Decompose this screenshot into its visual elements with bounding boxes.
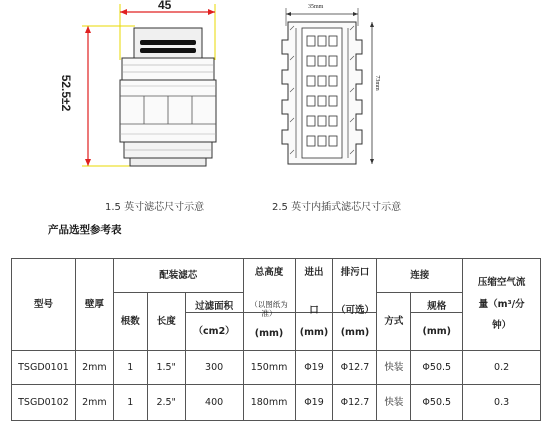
table-header-row-1 [12,259,541,293]
header-inlet-title: 进出 [304,267,324,278]
filter-diagram-2 [262,0,392,172]
cell-height: 150mm [243,351,295,385]
cell-wall: 2mm [75,385,113,421]
header-drain-unit: (mm) [340,326,370,338]
header-count: 根数 [113,293,147,351]
cell-length: 2.5" [147,385,185,421]
header-height-unit: (mm) [254,327,284,339]
cell-inlet: Φ19 [295,351,333,385]
cell-model: TSGD0101 [12,351,76,385]
header-drain-title: 排污口 [340,267,370,278]
cell-flow: 0.3 [463,385,541,421]
header-area: 过滤面积 [185,293,243,313]
header-model: 型号 [12,259,76,351]
cell-length: 1.5" [147,351,185,385]
cell-wall: 2mm [75,351,113,385]
header-height-title: 总高度 [254,267,284,278]
header-flow [463,259,541,351]
product-spec-table [11,258,541,421]
cell-method: 快装 [377,385,411,421]
cell-height: 180mm [243,385,295,421]
filter-1-drawing [60,0,250,175]
header-height-sub [243,299,295,351]
header-length: 长度 [147,293,185,351]
cell-count: 1 [113,385,147,421]
table-row [12,351,541,385]
header-height-note: （以图纸为准） [250,299,288,318]
filter-2-height-label: 73mm [374,75,380,91]
header-conn-unit: (mm) [411,313,463,351]
table-row [12,385,541,421]
cell-inlet: Φ19 [295,385,333,421]
header-drain-note: （可选） [335,305,374,317]
cell-method: 快装 [377,351,411,385]
header-flow-line1: 压缩空气流 [477,277,526,289]
header-flow-line2: 量（m³/分 [478,298,525,310]
header-flow-line3: 钟） [492,320,512,332]
section-title: 产品选型参考表 [48,224,122,236]
cell-area: 300 [185,351,243,385]
filter-2-caption: 2.5 英寸内插式滤芯尺寸示意 [272,202,402,213]
filter-2-drawing [262,0,392,172]
header-conn-method: 方式 [377,293,411,351]
cell-model: TSGD0102 [12,385,76,421]
cell-flow: 0.2 [463,351,541,385]
filter-diagram-1 [60,0,250,175]
header-inlet-sub [295,305,333,351]
cell-drain: Φ12.7 [333,385,377,421]
filter-1-width-label: 45 [158,0,172,12]
cell-spec: Φ50.5 [411,385,463,421]
filter-1-caption: 1.5 英寸滤芯尺寸示意 [105,202,205,213]
header-inlet-line2: 口 [309,305,319,317]
cell-count: 1 [113,351,147,385]
filter-1-height-label: 52.5±2 [59,74,73,112]
header-filter: 配装滤芯 [113,259,243,293]
cell-drain: Φ12.7 [333,351,377,385]
header-wall: 壁厚 [75,259,113,351]
header-conn-spec: 规格 [411,293,463,313]
cell-area: 400 [185,385,243,421]
header-drain-sub [333,305,377,351]
header-inlet-unit: (mm) [299,326,329,338]
filter-2-width-label: 35mm [308,4,324,10]
header-area-unit: （cm2） [185,313,243,351]
cell-spec: Φ50.5 [411,351,463,385]
header-conn: 连接 [377,259,463,293]
